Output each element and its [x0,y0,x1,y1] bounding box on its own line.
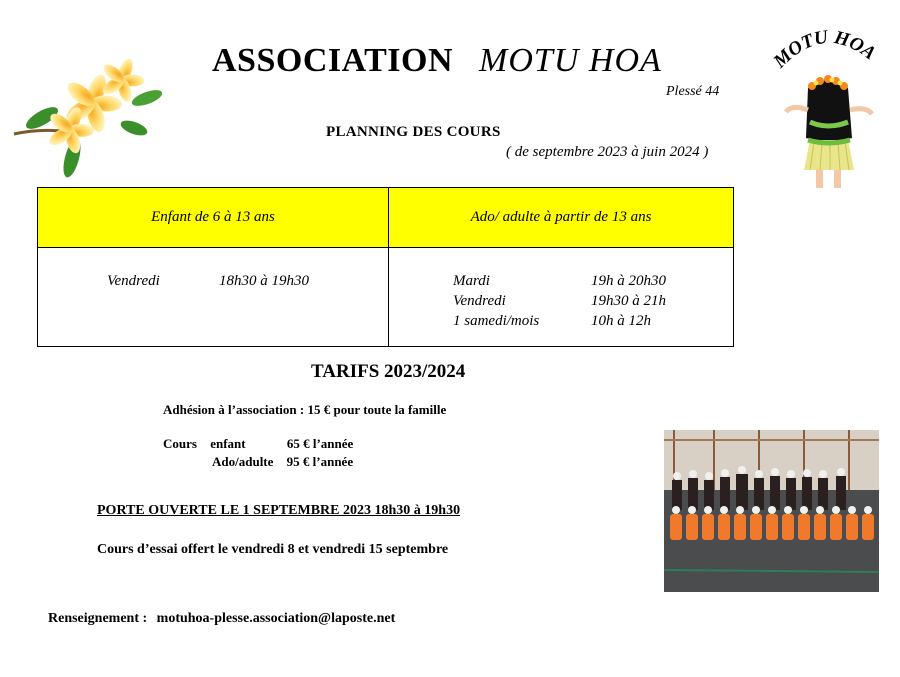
schedule-table [37,187,734,347]
open-house-notice: PORTE OUVERTE LE 1 SEPTEMBRE 2023 18h30 à 19h30 [97,503,461,518]
contact-line [48,611,395,627]
schedule-day: Mardi [453,273,490,289]
schedule-time: 18h30 à 19h30 [219,273,309,289]
trial-course-notice: Cours d’essai offert le vendredi 8 et vendredi 15 septembre [97,542,449,557]
cours-label: Cours [163,436,197,451]
schedule-time: 10h à 12h [591,313,651,329]
adhesion-price: Adhésion à l’association : 15 € pour toute la famille [163,402,447,417]
price-children-row [163,436,353,452]
children-schedule-cell [38,248,389,347]
logo-text: MOTU HOA [770,26,880,73]
adults-schedule-cell [389,248,734,347]
planning-heading: PLANNING DES COURS [326,124,501,140]
tarifs-heading: TARIFS 2023/2024 [311,361,466,382]
price-adults-row [212,454,353,470]
ado-price: 95 € l’année [286,454,354,469]
schedule-time: 19h30 à 21h [591,293,666,309]
frangipani-flower-image [12,58,162,180]
motu-hoa-logo [770,20,890,192]
column-header-children: Enfant de 6 à 13 ans [38,188,389,248]
location-label: Plessé 44 [666,84,720,99]
ado-label: Ado/adulte [212,454,274,469]
schedule-day: 1 samedi/mois [453,313,540,329]
period-label: ( de septembre 2023 à juin 2024 ) [506,144,709,160]
schedule-day: Vendredi [107,273,160,289]
page-title [212,42,662,80]
contact-label: Renseignement : [48,611,148,626]
column-header-adults: Ado/ adulte à partir de 13 ans [389,188,734,248]
enfant-label: enfant [210,436,246,451]
title-brand: MOTU HOA [479,42,662,79]
dance-group-photo [664,430,879,592]
contact-email-link[interactable]: motuhoa-plesse.association@laposte.net [156,611,396,626]
enfant-price: 65 € l’année [286,436,354,451]
title-association: ASSOCIATION [212,42,454,79]
svg-text:MOTU HOA [770,27,880,73]
schedule-time: 19h à 20h30 [591,273,666,289]
schedule-day: Vendredi [453,293,506,309]
